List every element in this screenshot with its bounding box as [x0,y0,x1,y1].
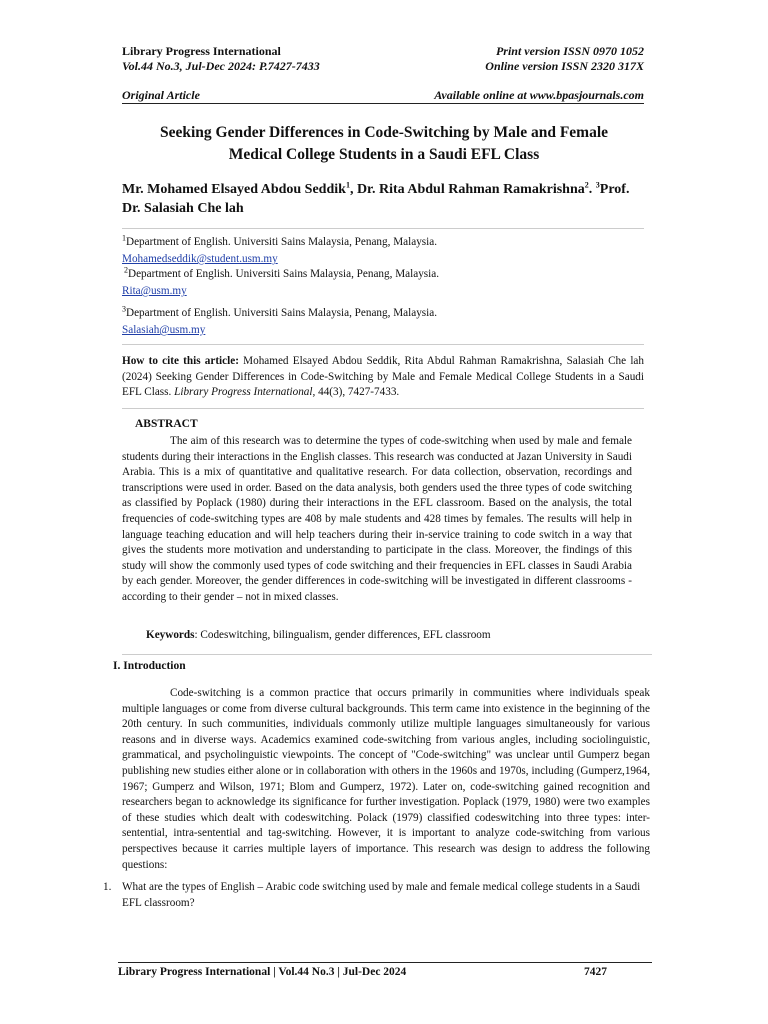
affiliation-2-dept: Department of English. Universiti Sains Malaysia, Penang, Malaysia. [128,268,440,280]
article-title [110,122,658,166]
citation-journal: Library Progress International, [174,386,316,399]
keywords-text: : Codeswitching, bilingualism, gender differences, EFL classroom [194,629,491,641]
intro-body: Code-switching is a common practice that occurs primarily in communities where individuals speak multiple languages or come from diverse cultural backgrounds. This term came into existence in the beginning of the 20th century. In such communities, individuals commonly utilize multiple languages simultaneously for various reasons and in diverse ways. Academics examined code-switching from various angles, including sociolinguistic, grammatical, and psycholinguistic viewpoints. The concept of "Code-switching" was unclear until Gumperz began publishing new studies either alone or in collaboration with others in the 1960s and 1970s, including (Gumperz,1964, 1967; Gumperz and Wilson, 1971; Blom and Gumperz, 1972). Later on, code-switching gained recognition and researchers began to acknowledge its significance for further investigation. Poplack (1979, 1980) were two examples of these studies which dealt with codeswitching. Polack (1979) classified codeswitching into three types: inter-sentential, intra-sentential and tag-switching. However, it is important to analyze code-switching from various perspectives because it carries multiple layers of importance. This research was design to address the following questions: [122,687,650,871]
affiliation-1-dept: Department of English. Universiti Sains Malaysia, Penang, Malaysia. [126,236,438,248]
author-3-sup: 3 [595,180,600,190]
author-2-sup: 2 [584,180,589,190]
citation-rule [122,408,644,409]
author-1-sup: 1 [345,180,350,190]
footer-rule [118,962,652,963]
authors-rule [122,228,644,229]
affiliation-2-email-link[interactable]: Rita@usm.my [122,285,187,297]
author-sep-1: , [349,182,357,197]
journal-name: Library Progress International [122,44,281,58]
affiliation-3 [122,305,652,339]
keywords-label: Keywords [146,629,195,641]
affiliation-1-email-link[interactable]: Mohamedseddik@student.usm.my [122,253,278,265]
question-text: What are the types of English – Arabic code switching used by male and female medical college students in a Saudi EFL classroom? [122,881,641,909]
abstract-rule [122,654,652,655]
online-issn: Online version ISSN 2320 317X [485,59,644,73]
affiliations-rule [122,344,644,345]
citation-block [122,354,644,401]
journal-volume: Vol.44 No.3, Jul-Dec 2024: P.7427-7433 [122,59,320,73]
citation-label: How to cite this article: [122,355,239,367]
abstract-body: The aim of this research was to determine the types of code-switching when used by male and female students during their interactions in the English classes. This research was conducted at Jazan University in Saudi Arabia. This is a mix of quantitative and qualitative research. For data collection, observation, recordings and transcriptions were used in order. Based on the data analysis, both genders used the three types of code switching as classified by Poplack (1980) during their interactions in the EFL classroom. Based on the analysis, the total frequencies of code-switching types are 408 by male students and 428 times by females. The results will help in language teaching education and will help teachers during their in-service training to code switch in a way that gives the students more motivation and understanding to participate in the class. Moreover, the findings of this study will show the commonly used types of code switching and their frequencies in EFL classes in Saudi Arabia by each gender. Moreover, the gender differences in code-switching will be investigated in different classrooms - according to their gender – not in mixed classes. [122,435,632,603]
page-number: 7427 [584,966,607,978]
citation-tail: 44(3), 7427-7433. [315,386,400,399]
affiliation-1 [122,234,652,268]
title-line-1: Seeking Gender Differences in Code-Switching by Male and Female [159,124,609,141]
available-online[interactable]: Available online at www.bpasjournals.com [434,88,644,102]
author-3: Dr. Salasiah Che lah [122,201,244,216]
affiliation-1-sup: 1 [122,233,126,243]
author-3-title: Prof. [599,182,630,197]
affiliation-3-sup: 3 [122,304,126,314]
print-issn: Print version ISSN 0970 1052 [495,44,644,58]
abstract-heading: ABSTRACT [135,418,198,430]
intro-heading: I. Introduction [113,660,186,672]
author-list [122,180,652,218]
question-number: 1. [103,881,112,893]
affiliation-2-sup: 2 [124,265,128,275]
citation-text: Mohamed Elsayed Abdou Seddik, Rita Abdul Rahman Ramakrishna, Salasiah Che lah (2024) Seeking Gender Differences in Code-Switching by Male and Female Medical College Students in a Saudi EFL Class. [122,355,644,399]
affiliation-3-email-link[interactable]: Salasiah@usm.my [122,324,206,336]
author-1: Mr. Mohamed Elsayed Abdou Seddik [122,182,346,197]
author-sep-2: . [588,182,596,197]
header-rule [122,103,644,104]
footer-journal: Library Progress International | Vol.44 No.3 | Jul-Dec 2024 [118,966,407,978]
affiliation-2 [124,266,654,300]
affiliation-3-dept: Department of English. Universiti Sains Malaysia, Penang, Malaysia. [126,307,438,319]
keywords-line [146,628,646,644]
author-2: Dr. Rita Abdul Rahman Ramakrishna [356,182,585,197]
article-type: Original Article [122,88,200,102]
title-line-2: Medical College Students in a Saudi EFL Class [228,146,540,163]
